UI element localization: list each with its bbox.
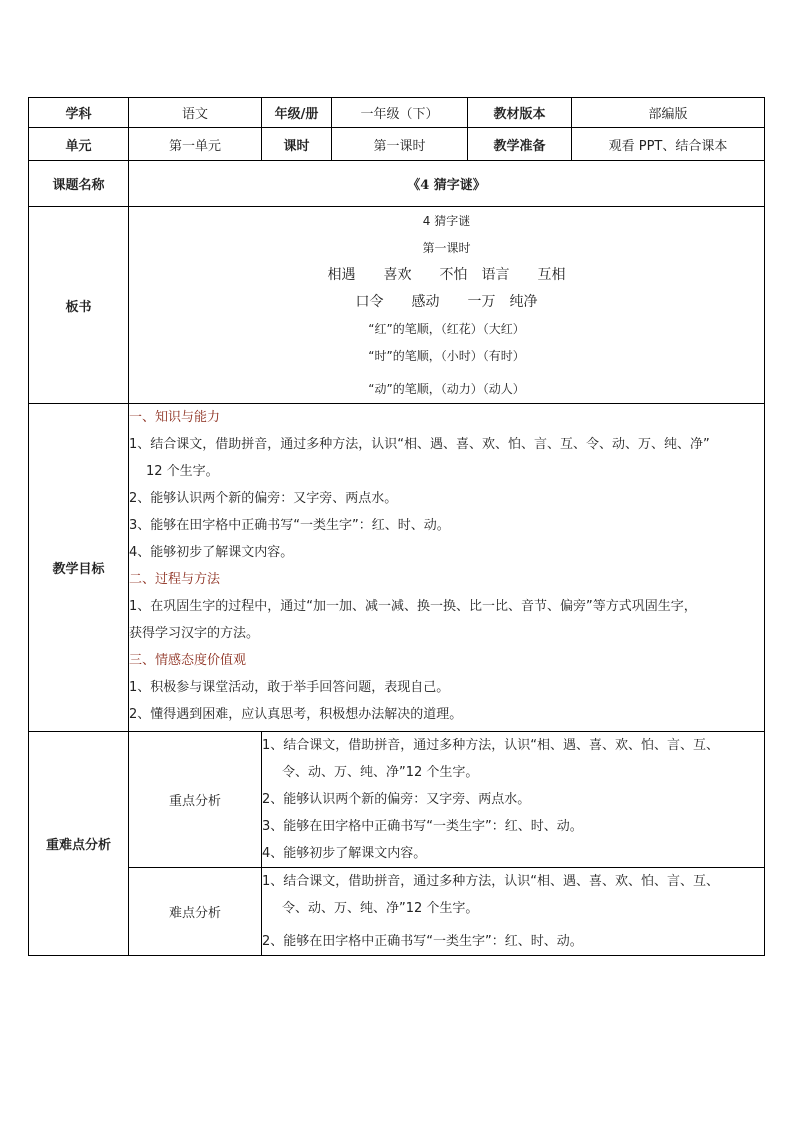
header-row-1 [29,98,765,128]
analysis-label: 重难点分析 [29,732,129,956]
lesson-title-row [29,161,765,207]
subject-label: 学科 [29,98,129,128]
goals-section-attitude: 三、情感态度价值观 [129,653,247,668]
goal-item-3: 3、能够在田字格中正确书写“一类生字”：红、时、动。 [129,518,450,533]
key-item-3: 3、能够在田字格中正确书写“一类生字”：红、时、动。 [262,819,583,834]
board-line-stroke-shi: “时”的笔顺，（小时）（有时） [368,348,525,363]
process-item-1-cont: 获得学习汉字的方法。 [129,626,260,641]
prep-value: 观看 PPT、结合课本 [572,128,765,161]
header-row-2 [29,128,765,161]
board-content [129,207,765,404]
board-line-words-2: 口令 感动 一万 纯净 [355,293,538,310]
board-row [29,207,765,404]
period-label: 课时 [262,128,332,161]
edition-label: 教材版本 [468,98,572,128]
key-item-2: 2、能够认识两个新的偏旁：又字旁、两点水。 [262,792,531,807]
board-line-stroke-hong: “红”的笔顺，（红花）（大红） [368,321,525,336]
goal-item-4: 4、能够初步了解课文内容。 [129,545,294,560]
unit-value: 第一单元 [129,128,262,161]
grade-label: 年级/册 [262,98,332,128]
goals-content [129,404,765,732]
difficult-item-1: 1、结合课文，借助拼音，通过多种方法，认识“相、遇、喜、欢、怕、言、互、 [262,874,720,889]
key-analysis-row [29,732,765,868]
goals-section-knowledge: 一、知识与能力 [129,410,221,425]
goals-label: 教学目标 [29,404,129,732]
attitude-item-1: 1、积极参与课堂活动，敢于举手回答问题，表现自己。 [129,680,450,695]
board-line-stroke-dong: “动”的笔顺，（动力）（动人） [368,381,525,396]
grade-value: 一年级（下） [332,98,468,128]
difficult-item-1-cont: 令、动、万、纯、净”12 个生字。 [282,901,479,916]
prep-label: 教学准备 [468,128,572,161]
board-line-title: 4 猜字谜 [422,213,471,228]
board-label: 板书 [29,207,129,404]
difficult-analysis-content [262,868,765,956]
goals-section-process: 二、过程与方法 [129,572,221,587]
lesson-title: 《4 猜字谜》 [129,161,765,207]
board-line-words-1: 相遇 喜欢 不怕 语言 互相 [327,266,566,283]
goal-item-1: 1、结合课文，借助拼音，通过多种方法，认识“相、遇、喜、欢、怕、言、互、令、动、万、纯、净” [129,437,710,452]
board-line-period: 第一课时 [422,240,471,255]
goal-item-1-cont: 12 个生字。 [146,464,219,479]
difficult-analysis-label: 难点分析 [129,868,262,956]
goal-item-2: 2、能够认识两个新的偏旁：又字旁、两点水。 [129,491,398,506]
lesson-label: 课题名称 [29,161,129,207]
key-item-1-cont: 令、动、万、纯、净”12 个生字。 [282,765,479,780]
lesson-plan-table [28,97,765,956]
key-analysis-label: 重点分析 [129,732,262,868]
key-item-1: 1、结合课文，借助拼音，通过多种方法，认识“相、遇、喜、欢、怕、言、互、 [262,738,720,753]
subject-value: 语文 [129,98,262,128]
edition-value: 部编版 [572,98,765,128]
key-item-4: 4、能够初步了解课文内容。 [262,846,427,861]
key-analysis-content [262,732,765,868]
process-item-1: 1、在巩固生字的过程中，通过“加一加、减一减、换一换、比一比、音节、偏旁”等方式巩固生字， [129,599,697,614]
difficult-analysis-row [29,868,765,956]
attitude-item-2: 2、懂得遇到困难，应认真思考，积极想办法解决的道理。 [129,707,463,722]
period-value: 第一课时 [332,128,468,161]
difficult-item-2: 2、能够在田字格中正确书写“一类生字”：红、时、动。 [262,934,583,949]
unit-label: 单元 [29,128,129,161]
goals-row [29,404,765,732]
